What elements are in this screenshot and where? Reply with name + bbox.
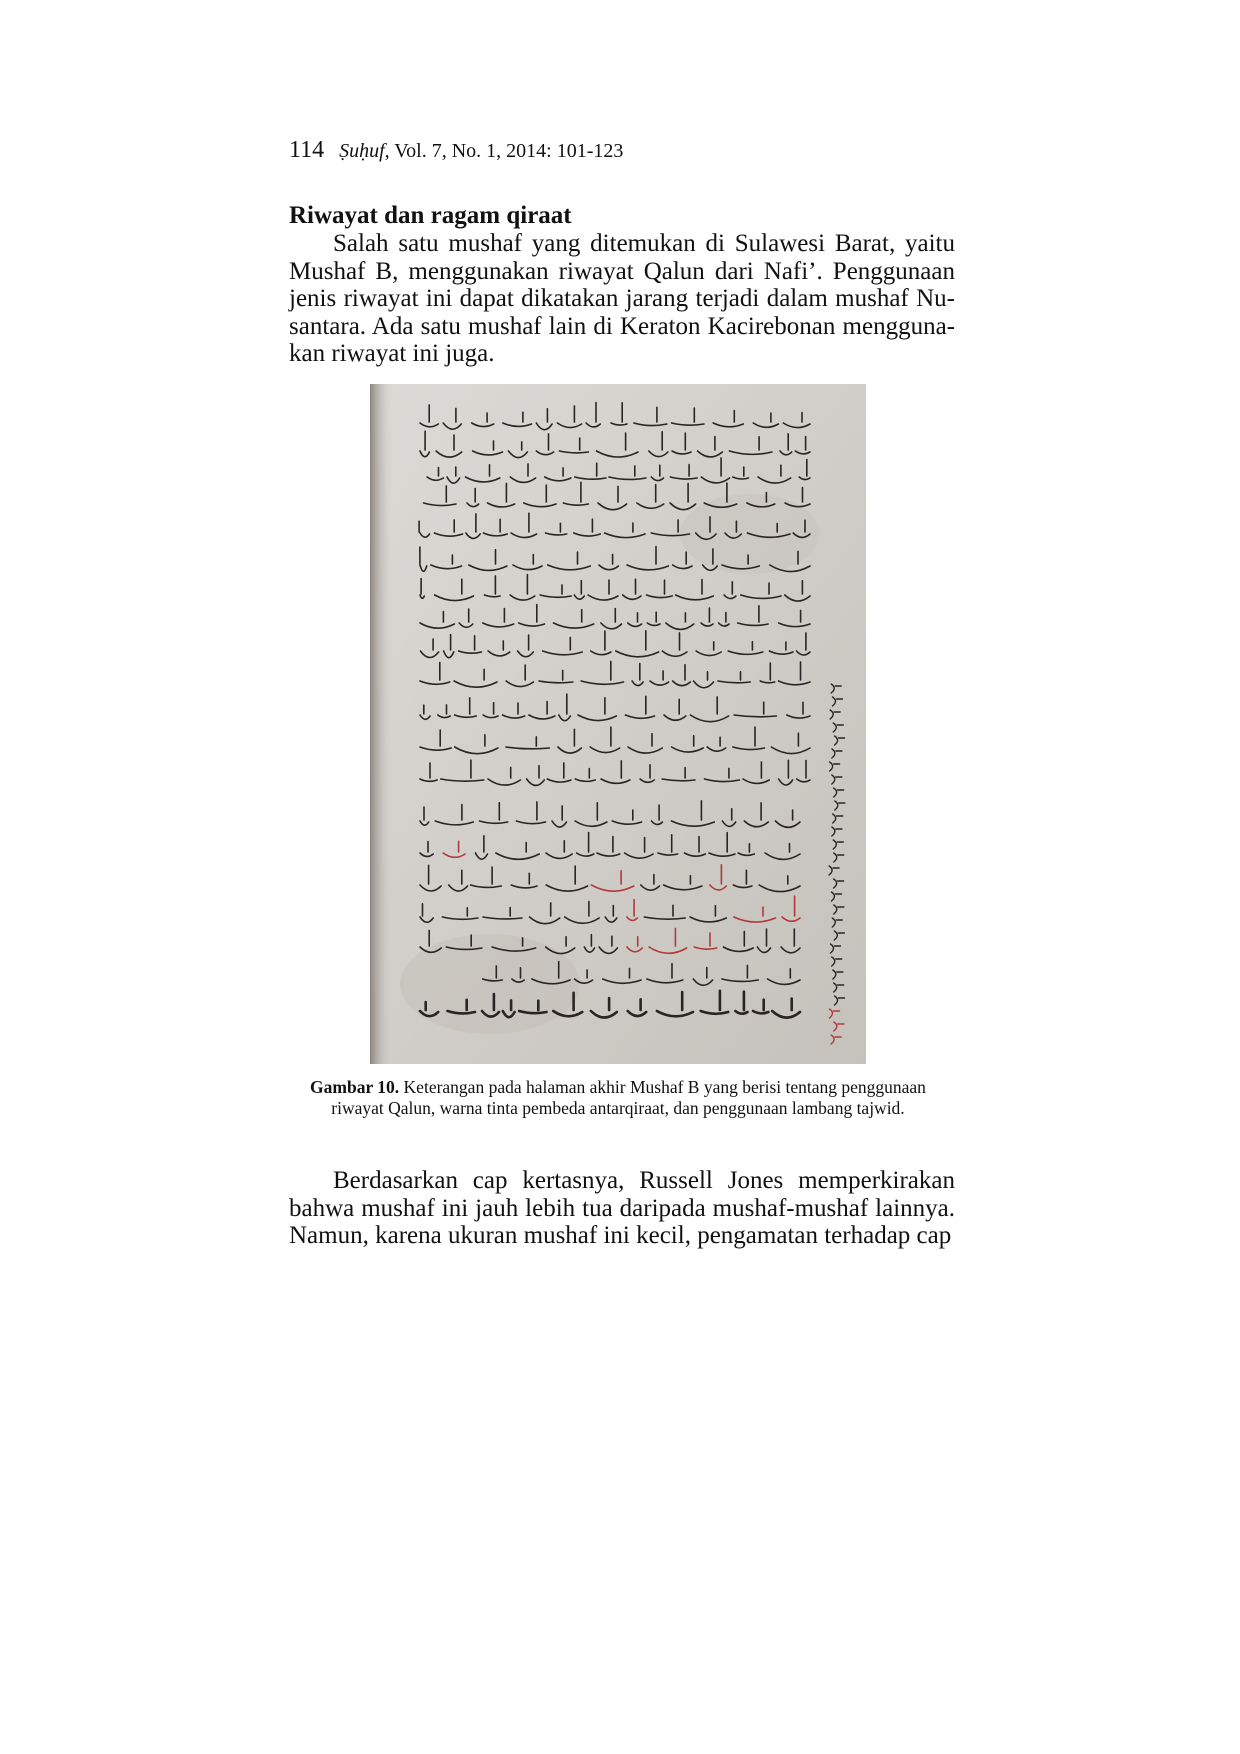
section-heading: Riwayat dan ragam qiraat	[289, 202, 572, 229]
figure-caption-text: Keterangan pada halaman akhir Mushaf B yang berisi tentang penggunaan riwayat Qalun, warna tinta pembeda antarqiraat, dan penggunaan lambang tajwid.	[331, 1077, 926, 1118]
figure-caption	[290, 1077, 946, 1119]
running-header	[289, 138, 623, 163]
body-paragraph-1: Salah satu mushaf yang ditemukan di Sulawesi Barat, yaitu Mushaf B, menggunakan riwayat Qalun dari Nafi’. Penggunaan jenis riwayat ini dapat dikatakan jarang terjadi dalam mushaf Nusantara. Ada satu mushaf lain di Keraton Kacirebonan menggunakan riwayat ini juga.	[289, 230, 955, 367]
figure-label: Gambar 10.	[310, 1077, 400, 1097]
journal-title: Ṣuḥuf	[339, 140, 385, 162]
body-paragraph-2: Berdasarkan cap kertasnya, Russell Jones memperkirakan bahwa mushaf ini jauh lebih tua daripada mushaf-mushaf lainnya. Namun, karena ukuran mushaf ini kecil, pengamatan terhadap cap	[289, 1167, 955, 1249]
page-number: 114	[289, 137, 325, 163]
journal-citation: , Vol. 7, No. 1, 2014: 101-123	[384, 140, 624, 162]
manuscript-photo	[370, 384, 866, 1064]
